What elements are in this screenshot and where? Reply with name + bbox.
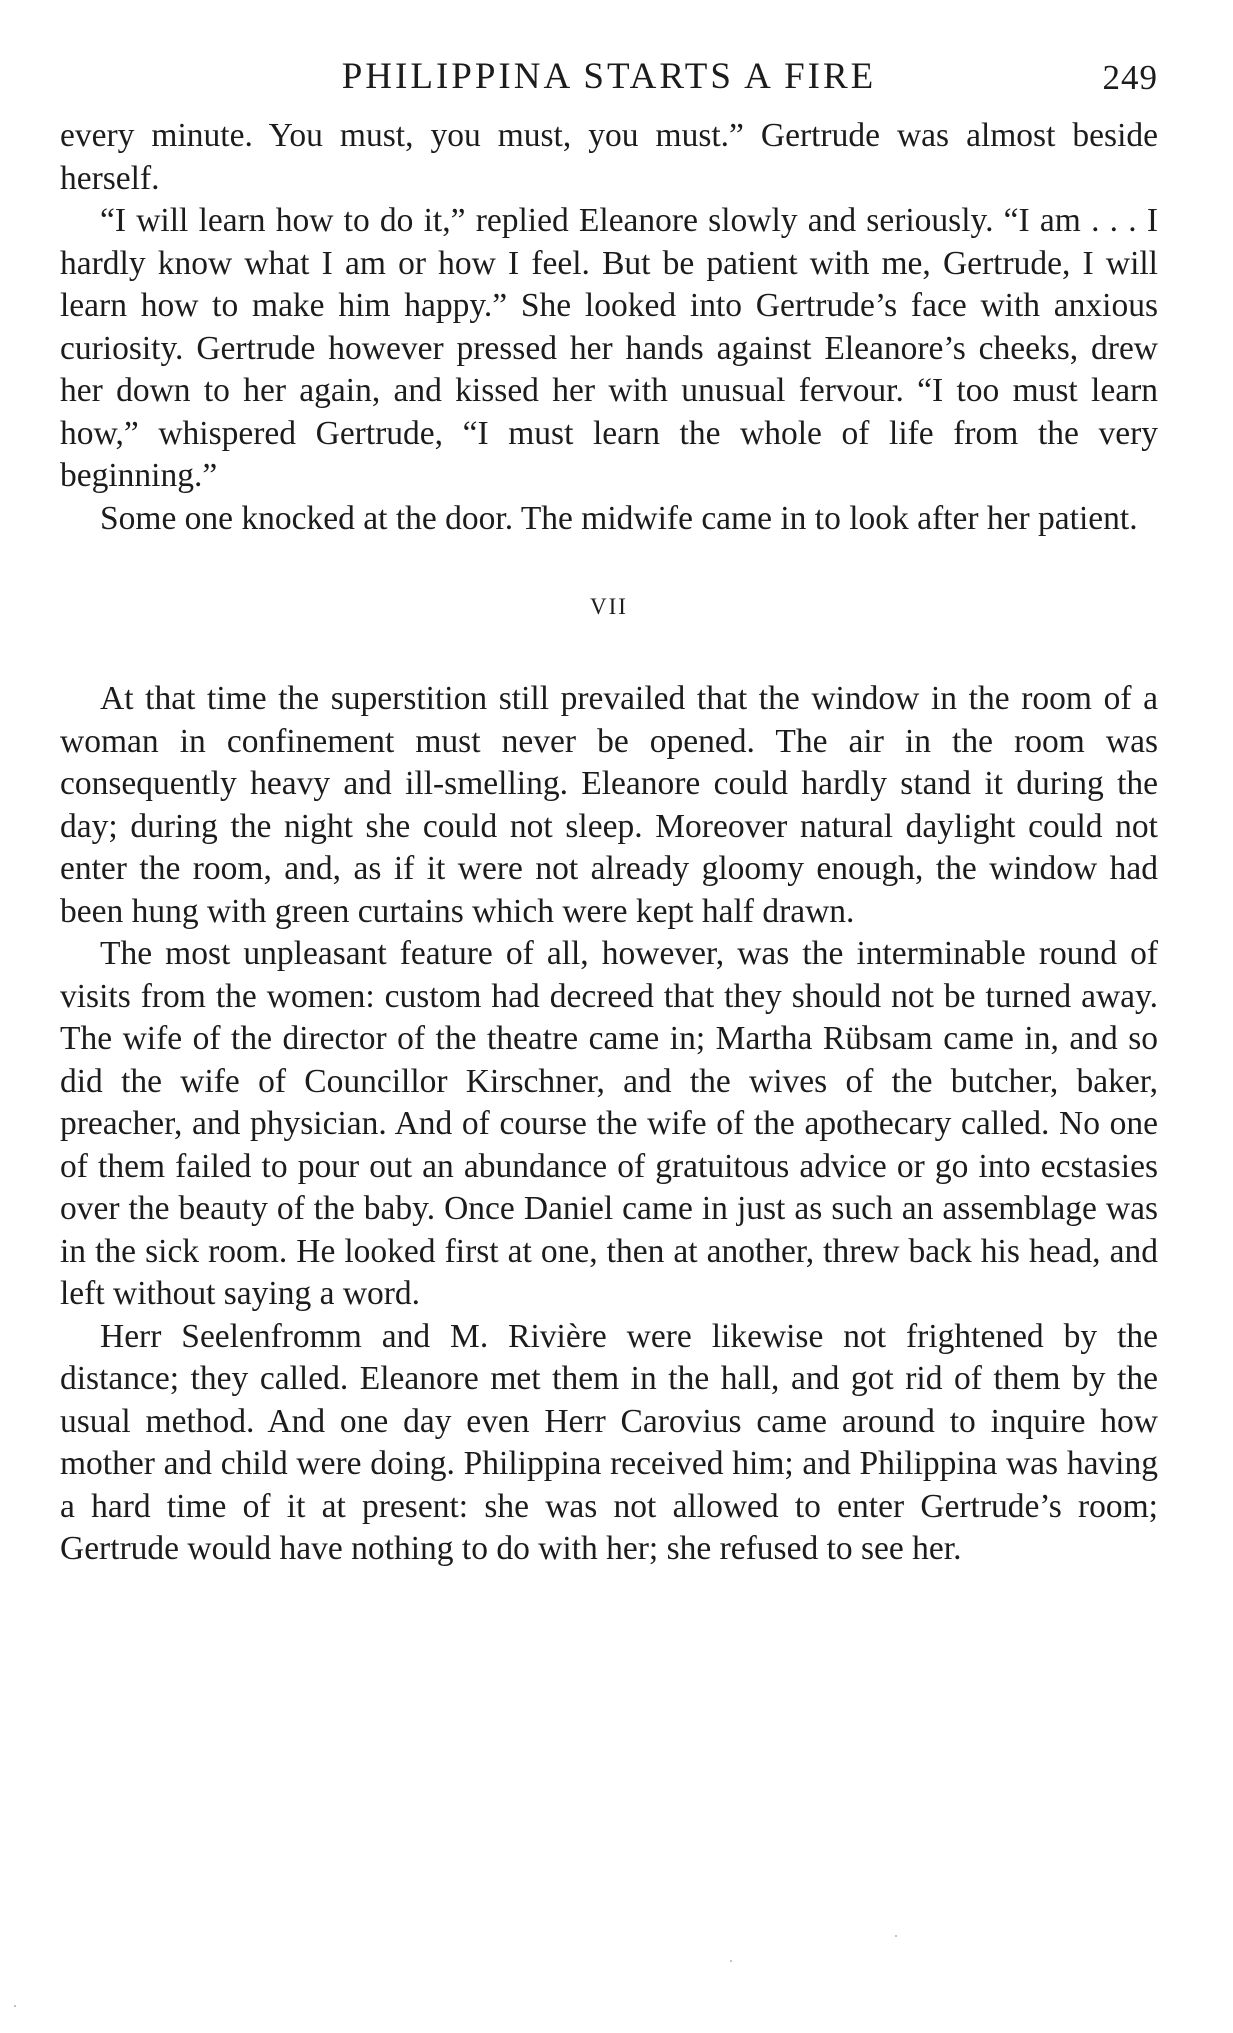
book-page — [60, 55, 1158, 1571]
paragraph: Some one knocked at the door. The midwife came in to look after her patient. — [100, 499, 1138, 537]
section-heading: VII — [590, 594, 628, 619]
paper-speck — [14, 2005, 16, 2007]
paper-speck — [895, 1935, 897, 1937]
page-number: 249 — [1102, 58, 1158, 97]
paragraph: every minute. You must, you must, you must.” Gertrude was almost beside herself. — [60, 117, 1158, 197]
running-head — [60, 55, 1158, 115]
running-title: PHILIPPINA STARTS A FIRE — [341, 56, 877, 97]
paper-speck — [730, 1960, 732, 1962]
paragraph: “I will learn how to do it,” replied Eleanore slowly and seriously. “I am . . . I hardly know what I am or how I feel. But be patient with me, Gertrude, I will learn how to make him happy.” She looked into Gertrude’s face with anxious curiosity. Gertrude however pressed her hands against Eleanore’s cheeks, drew her down to her again, and kissed her with unusual fervour. “I too must learn how,” whispered Gertrude, “I must learn the whole of life from the very beginning.” — [60, 202, 1158, 494]
paragraph: At that time the superstition still prevailed that the window in the room of a woman in confinement must never be opened. The air in the room was consequently heavy and ill-smelling. Eleanore could hardly stand it during the day; during the night she could not sleep. Moreover natural daylight could not enter the room, and, as if it were not already gloomy enough, the window had been hung with green curtains which were kept half drawn. — [60, 680, 1158, 930]
paragraph: Herr Seelenfromm and M. Rivière were likewise not frightened by the distance; they called. Eleanore met them in the hall, and got rid of them by the usual method. And one day even Herr Carovius came around to inquire how mother and child were doing. Philippina received him; and Philippina was having a hard time of it at present: she was not allowed to enter Gertrude’s room; Gertrude would have nothing to do with her; she refused to see her. — [60, 1317, 1158, 1567]
paragraph: The most unpleasant feature of all, however, was the interminable round of visits from the women: custom had decreed that they should not be turned away. The wife of the director of the theatre came in; Martha Rübsam came in, and so did the wife of Councillor Kirschner, and the wives of the butcher, baker, preacher, and physician. And of course the wife of the apothecary called. No one of them failed to pour out an abundance of gratuitous advice or go into ecstasies over the beauty of the baby. Once Daniel came in just as such an assemblage was in the sick room. He looked first at one, then at another, threw back his head, and left without saying a word. — [60, 935, 1158, 1312]
